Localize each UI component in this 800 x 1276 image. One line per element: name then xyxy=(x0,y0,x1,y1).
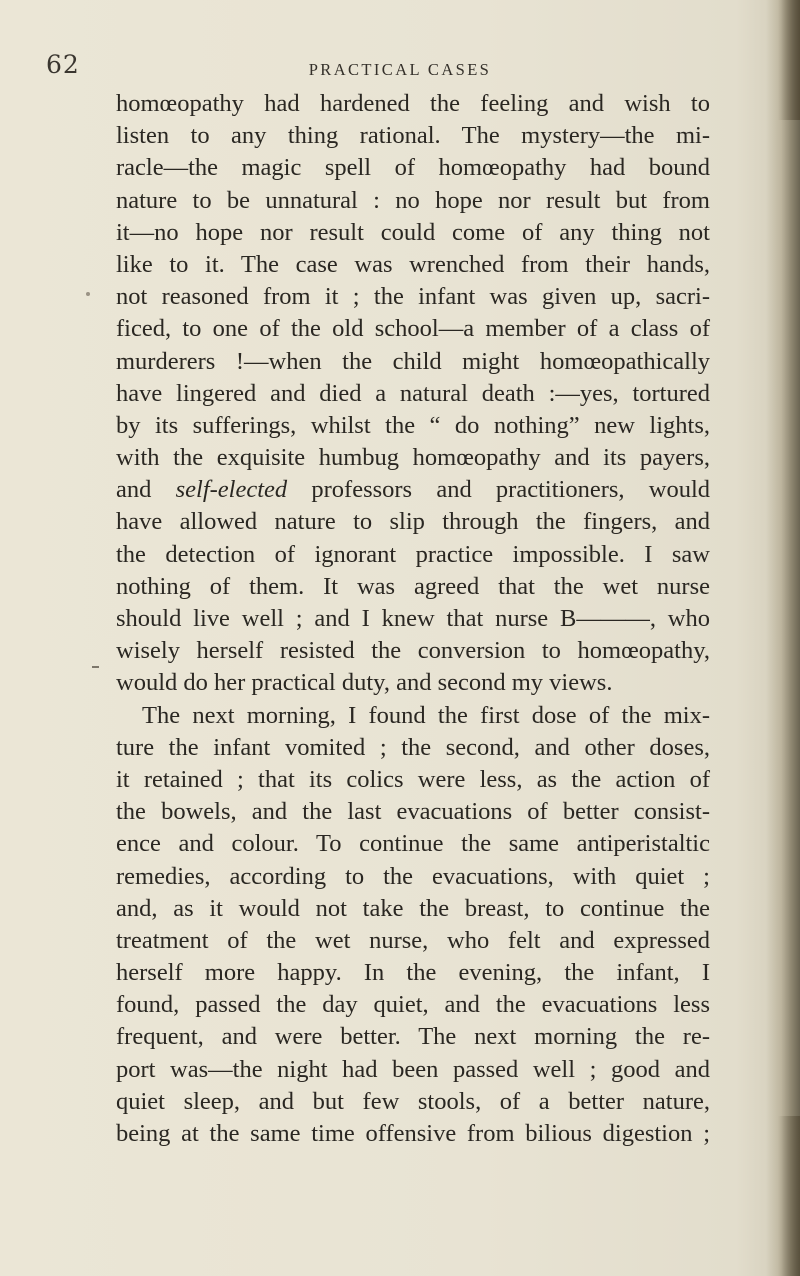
text-line-with-italic xyxy=(116,474,710,506)
italic-phrase: self-elected xyxy=(175,476,288,504)
text-line: should live well ; and I knew that nurse B———, who xyxy=(116,605,710,632)
text-line: homœopathy had hardened the feeling and wish to xyxy=(116,90,710,117)
text-line: quiet sleep, and but few stools, of a better nature, xyxy=(116,1087,710,1115)
text-line: have allowed nature to slip through the fingers, and xyxy=(116,508,710,536)
text-line: the bowels, and the last evacuations of better consist- xyxy=(116,798,710,826)
running-head: PRACTICAL CASES xyxy=(308,60,492,79)
text-fragment: and xyxy=(116,476,176,504)
text-line: listen to any thing rational. The mystery—the mi- xyxy=(116,122,710,150)
paper-speck xyxy=(86,292,90,296)
text-line: found, passed the day quiet, and the evacuations less xyxy=(116,991,710,1019)
text-line: not reasoned from it ; the infant was given up, sacri- xyxy=(116,283,710,311)
body-text xyxy=(116,88,710,1150)
spine-shadow xyxy=(766,0,800,1276)
text-line: with the exquisite humbug homœopathy and its payers, xyxy=(116,444,710,472)
text-line: remedies, according to the evacuations, with quiet ; xyxy=(116,862,710,890)
text-line: have lingered and died a natural death :—yes, tortured xyxy=(116,379,710,407)
text-line: by its sufferings, whilst the “ do nothing” new lights, xyxy=(116,411,710,439)
text-line: would do her practical duty, and second my views. xyxy=(116,669,613,697)
text-line: it retained ; that its colics were less, as the action of xyxy=(116,765,710,793)
text-line: it—no hope nor result could come of any thing not xyxy=(116,218,710,246)
text-line: treatment of the wet nurse, who felt and expressed xyxy=(116,926,710,954)
text-line: herself more happy. In the evening, the infant, I xyxy=(116,959,710,987)
text-line: port was—the night had been passed well ; good and xyxy=(116,1055,710,1083)
spine-edge-bottom xyxy=(778,1116,800,1276)
text-line: nature to be unnatural : no hope nor result but from xyxy=(116,186,710,214)
text-line: the detection of ignorant practice impossible. I saw xyxy=(116,540,710,568)
paragraph-start-line: The next morning, I found the first dose of the mix- xyxy=(142,701,710,729)
text-fragment: professors and practitioners, would xyxy=(287,476,710,504)
page-number: 62 xyxy=(46,50,80,79)
text-line: frequent, and were better. The next morning the re- xyxy=(116,1023,710,1051)
text-line: being at the same time offensive from bilious digestion ; xyxy=(116,1120,710,1147)
text-line: ence and colour. To continue the same antiperistaltic xyxy=(116,830,710,858)
text-line: ficed, to one of the old school—a member of a class of xyxy=(116,315,710,343)
text-line: like to it. The case was wrenched from their hands, xyxy=(116,250,710,278)
text-line: wisely herself resisted the conversion to homœopathy, xyxy=(116,637,710,665)
margin-mark xyxy=(92,666,99,668)
text-line: racle—the magic spell of homœopathy had bound xyxy=(116,154,710,182)
text-line: nothing of them. It was agreed that the wet nurse xyxy=(116,572,710,600)
text-line: murderers !—when the child might homœopathically xyxy=(116,347,710,375)
text-line: and, as it would not take the breast, to continue the xyxy=(116,894,710,922)
text-line: ture the infant vomited ; the second, and other doses, xyxy=(116,733,710,761)
